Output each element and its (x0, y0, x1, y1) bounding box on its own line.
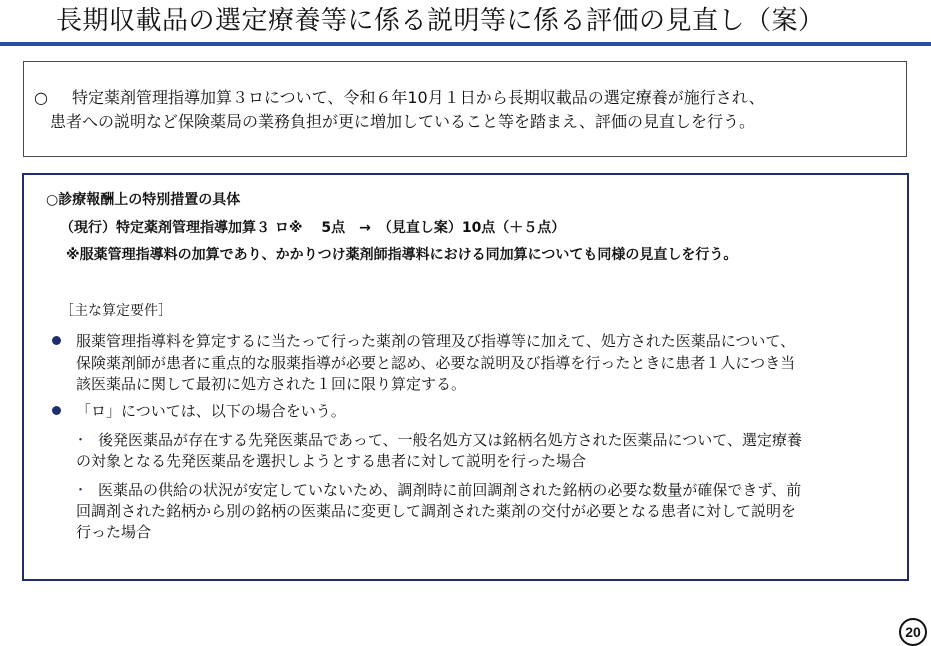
revision-note: ※服薬管理指導料の加算であり、かかりつけ薬剤師指導料における同加算についても同様の見直しを行う。 (66, 247, 738, 263)
case-2-line-1: 医薬品の供給の状況が安定していないため、調剤時に前回調剤された銘柄の必要な数量が確保できず、前 (98, 481, 802, 499)
bullet-icon (52, 406, 61, 415)
page-title: 長期収載品の選定療養等に係る説明等に係る評価の見直し（案） (56, 6, 825, 36)
requirements-label: ［主な算定要件］ (60, 303, 172, 319)
summary-line-1: 特定薬剤管理指導加算３ロについて、令和６年10月１日から長期収載品の選定療養が施行され、 (72, 88, 765, 107)
case-2-line-2: 回調剤された銘柄から別の銘柄の医薬品に変更して調剤された薬剤の交付が必要となる患者に対して説明を (76, 502, 797, 520)
case-1-line-1: 後発医薬品が存在する先発医薬品であって、一般名処方又は銘柄名処方された医薬品について、選定療養 (98, 431, 802, 449)
summary-marker: ○ (34, 88, 48, 107)
bullet-icon (52, 336, 61, 345)
summary-box (23, 61, 907, 157)
case-2-line-3: 行った場合 (76, 523, 152, 541)
page-number: 20 (899, 618, 927, 646)
requirement-2: 「ロ」については、以下の場合をいう。 (76, 402, 346, 420)
title-underline (0, 42, 931, 46)
sub-bullet-icon: ・ (74, 483, 88, 498)
case-1-line-2: の対象となる先発医薬品を選択しようとする患者に対して説明を行った場合 (76, 452, 587, 470)
requirement-1-line-3: 該医薬品に関して最初に処方された１回に限り算定する。 (76, 375, 467, 393)
requirement-1-line-2: 保険薬剤師が患者に重点的な服薬指導が必要と認め、必要な説明及び指導を行ったときに患者１人につき当 (76, 354, 796, 372)
fee-revision-line: （現行）特定薬剤管理指導加算３ ロ※ 5点 → （見直し案）10点（＋５点） (60, 220, 566, 236)
summary-line-2: 患者への説明など保険薬局の業務負担が更に増加していること等を踏まえ、評価の見直しを行う。 (50, 112, 755, 131)
section-heading: ○診療報酬上の特別措置の具体 (46, 192, 241, 208)
requirement-1-line-1: 服薬管理指導料を算定するに当たって行った薬剤の管理及び指導等に加えて、処方された医薬品について、 (76, 332, 796, 350)
sub-bullet-icon: ・ (74, 433, 88, 448)
